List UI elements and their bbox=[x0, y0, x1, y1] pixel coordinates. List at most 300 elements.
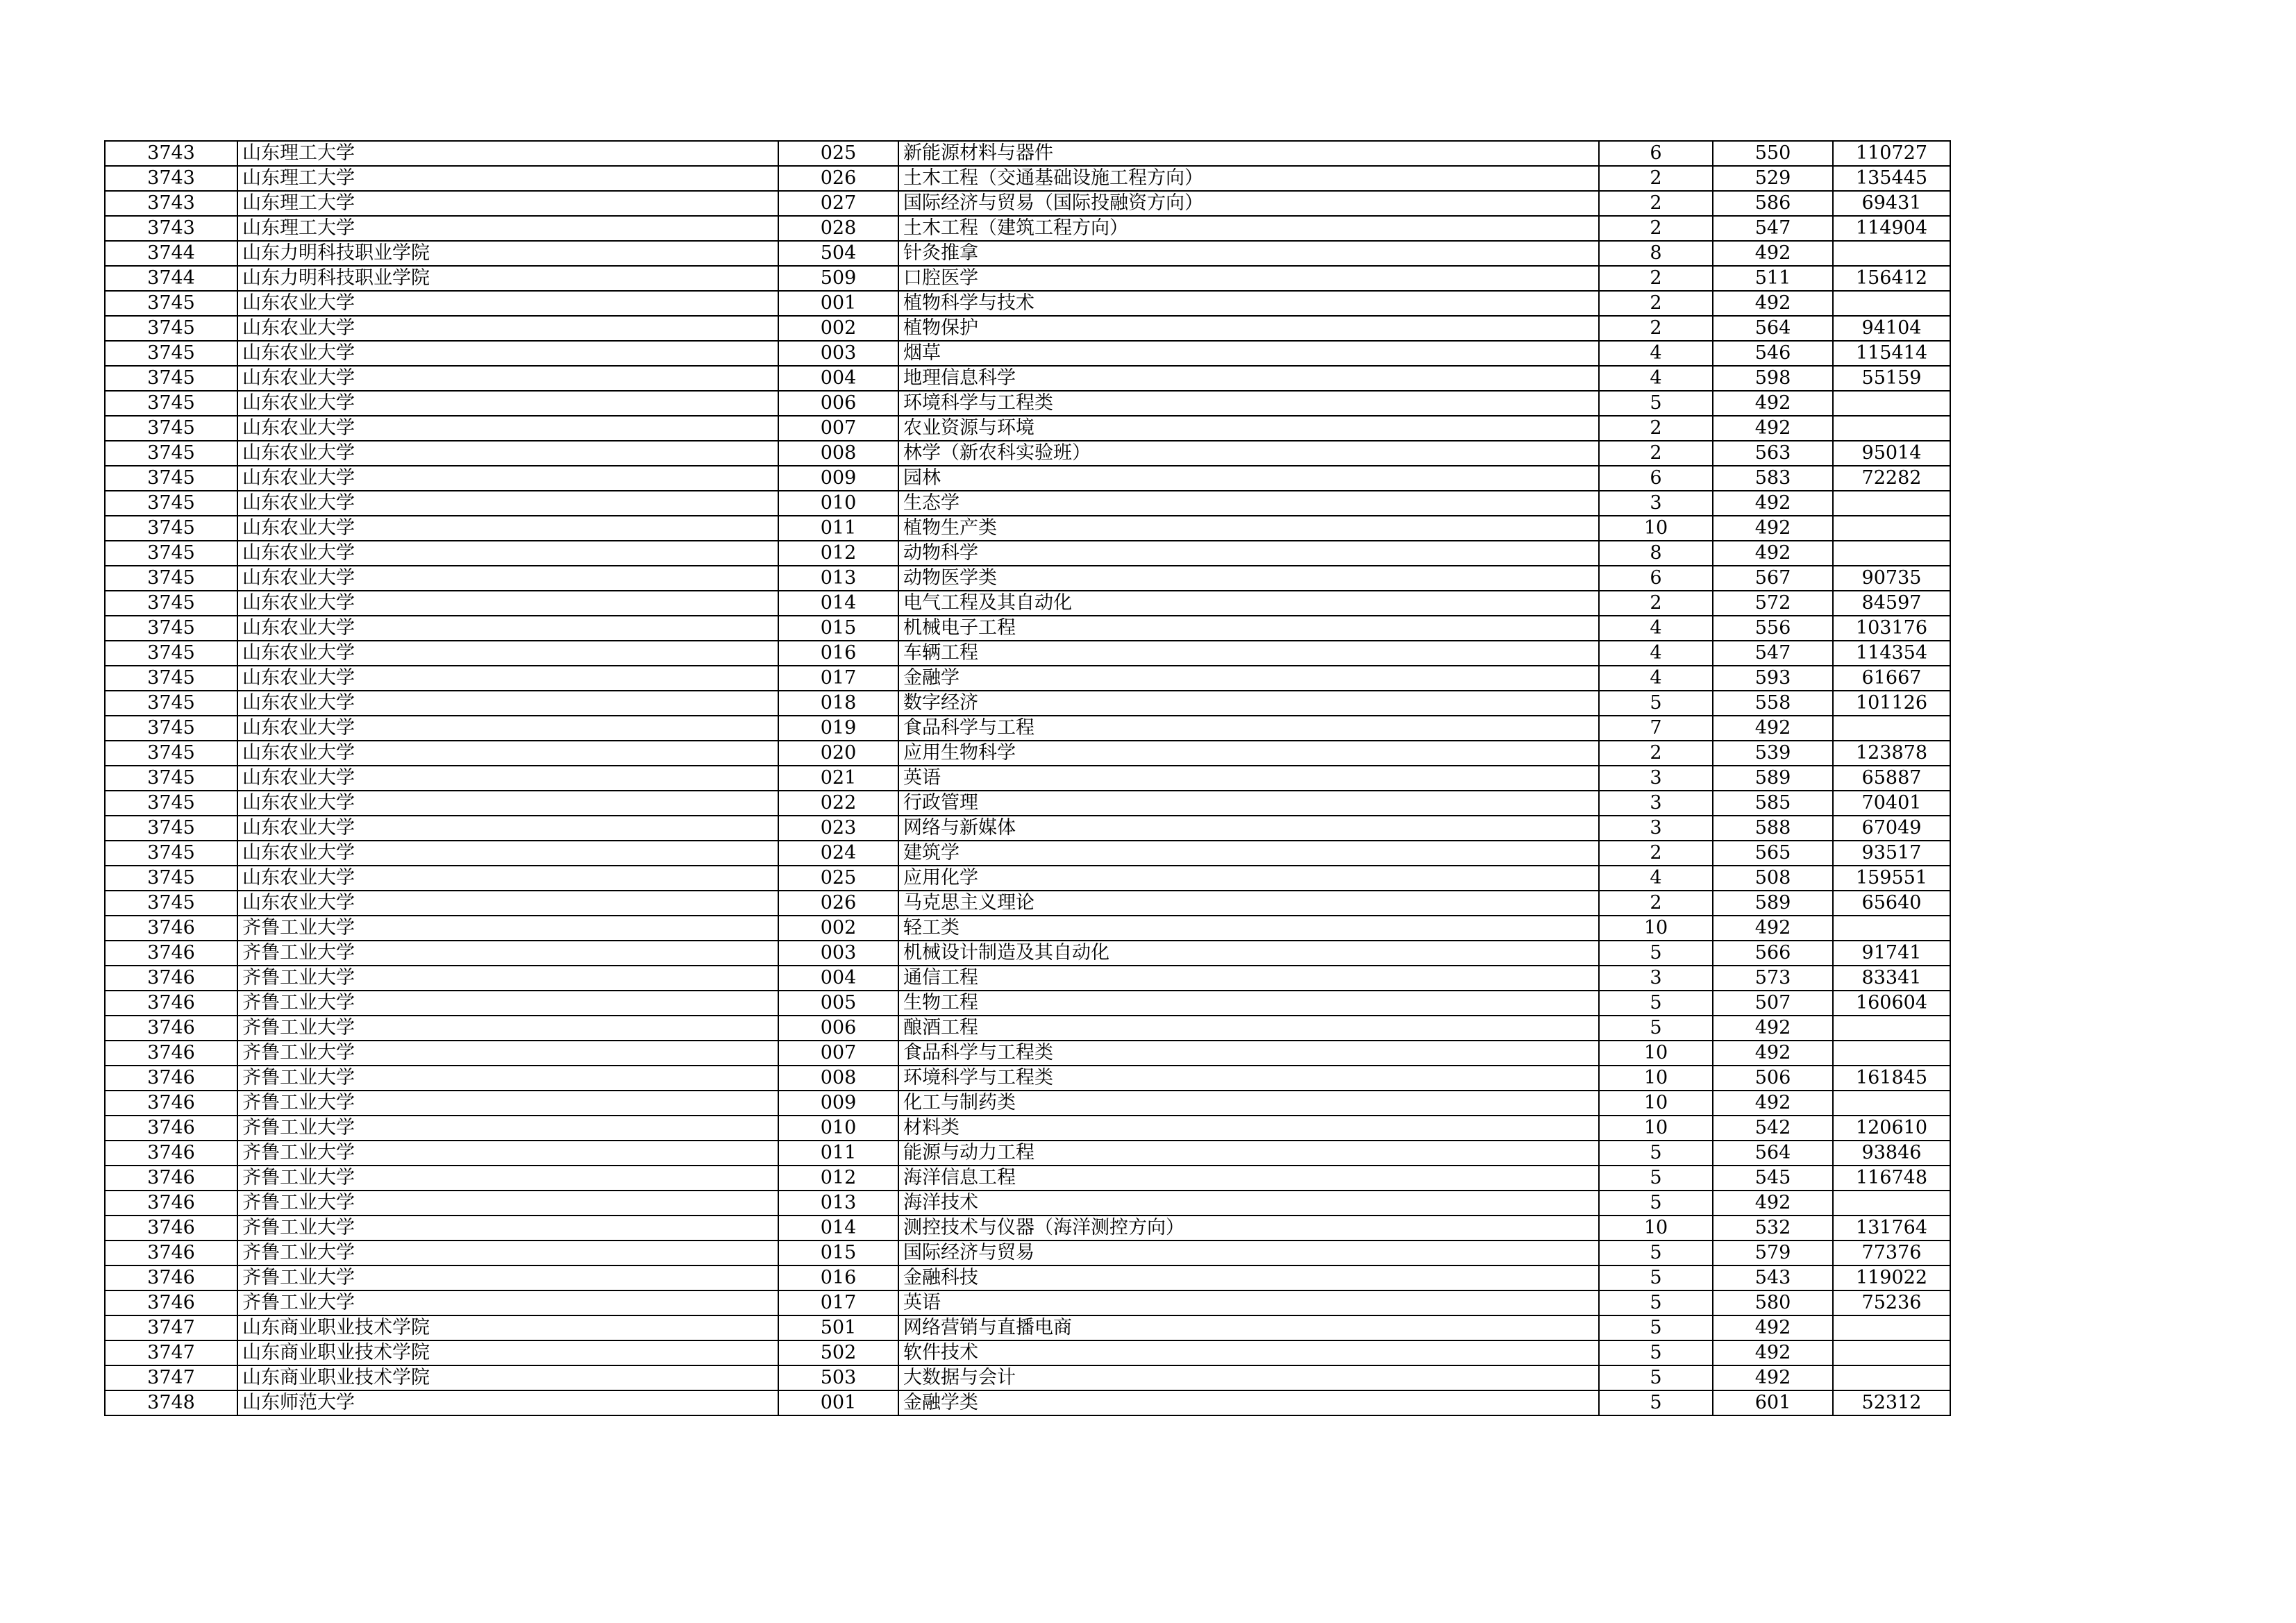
min-rank-cell: 103176 bbox=[1833, 616, 1950, 641]
major-name-cell: 土木工程（交通基础设施工程方向） bbox=[898, 166, 1599, 191]
plan-count-cell: 8 bbox=[1599, 241, 1713, 266]
school-code-cell: 3746 bbox=[105, 1216, 237, 1241]
plan-count-cell: 10 bbox=[1599, 1066, 1713, 1091]
school-name-cell: 山东农业大学 bbox=[237, 566, 778, 591]
major-name-cell: 生物工程 bbox=[898, 991, 1599, 1016]
major-code-cell: 002 bbox=[778, 916, 898, 941]
major-code-cell: 015 bbox=[778, 616, 898, 641]
min-score-cell: 564 bbox=[1713, 1141, 1833, 1166]
school-code-cell: 3744 bbox=[105, 266, 237, 291]
min-rank-cell: 114904 bbox=[1833, 216, 1950, 241]
school-code-cell: 3747 bbox=[105, 1340, 237, 1365]
min-rank-cell: 70401 bbox=[1833, 791, 1950, 816]
min-score-cell: 492 bbox=[1713, 1191, 1833, 1216]
plan-count-cell: 5 bbox=[1599, 1191, 1713, 1216]
min-rank-cell bbox=[1833, 291, 1950, 316]
school-code-cell: 3745 bbox=[105, 741, 237, 766]
major-name-cell: 金融学类 bbox=[898, 1390, 1599, 1415]
min-rank-cell: 90735 bbox=[1833, 566, 1950, 591]
major-name-cell: 海洋技术 bbox=[898, 1191, 1599, 1216]
major-code-cell: 006 bbox=[778, 391, 898, 416]
major-code-cell: 008 bbox=[778, 441, 898, 466]
major-name-cell: 金融学 bbox=[898, 666, 1599, 691]
min-rank-cell: 110727 bbox=[1833, 141, 1950, 166]
min-score-cell: 492 bbox=[1713, 1091, 1833, 1116]
school-code-cell: 3745 bbox=[105, 591, 237, 616]
major-code-cell: 004 bbox=[778, 366, 898, 391]
school-name-cell: 山东农业大学 bbox=[237, 866, 778, 891]
major-name-cell: 动物医学类 bbox=[898, 566, 1599, 591]
table-row bbox=[105, 1066, 1950, 1091]
plan-count-cell: 6 bbox=[1599, 566, 1713, 591]
major-name-cell: 通信工程 bbox=[898, 966, 1599, 991]
school-code-cell: 3745 bbox=[105, 816, 237, 841]
major-name-cell: 化工与制药类 bbox=[898, 1091, 1599, 1116]
table-row bbox=[105, 966, 1950, 991]
major-code-cell: 504 bbox=[778, 241, 898, 266]
table-row bbox=[105, 566, 1950, 591]
min-rank-cell bbox=[1833, 716, 1950, 741]
school-code-cell: 3746 bbox=[105, 1290, 237, 1315]
major-code-cell: 025 bbox=[778, 141, 898, 166]
major-code-cell: 026 bbox=[778, 891, 898, 916]
major-code-cell: 022 bbox=[778, 791, 898, 816]
major-code-cell: 016 bbox=[778, 641, 898, 666]
min-rank-cell bbox=[1833, 1016, 1950, 1041]
school-name-cell: 山东农业大学 bbox=[237, 516, 778, 541]
major-name-cell: 电气工程及其自动化 bbox=[898, 591, 1599, 616]
plan-count-cell: 2 bbox=[1599, 291, 1713, 316]
school-code-cell: 3748 bbox=[105, 1390, 237, 1415]
min-score-cell: 556 bbox=[1713, 616, 1833, 641]
table-row bbox=[105, 741, 1950, 766]
school-code-cell: 3746 bbox=[105, 1016, 237, 1041]
table-row bbox=[105, 366, 1950, 391]
min-rank-cell bbox=[1833, 1340, 1950, 1365]
min-score-cell: 532 bbox=[1713, 1216, 1833, 1241]
min-rank-cell bbox=[1833, 516, 1950, 541]
min-rank-cell bbox=[1833, 1365, 1950, 1390]
plan-count-cell: 10 bbox=[1599, 1041, 1713, 1066]
plan-count-cell: 2 bbox=[1599, 441, 1713, 466]
plan-count-cell: 4 bbox=[1599, 366, 1713, 391]
school-name-cell: 齐鲁工业大学 bbox=[237, 1141, 778, 1166]
major-name-cell: 英语 bbox=[898, 1290, 1599, 1315]
major-name-cell: 机械设计制造及其自动化 bbox=[898, 941, 1599, 966]
min-score-cell: 492 bbox=[1713, 291, 1833, 316]
min-rank-cell: 93846 bbox=[1833, 1141, 1950, 1166]
table-row bbox=[105, 691, 1950, 716]
major-code-cell: 007 bbox=[778, 1041, 898, 1066]
plan-count-cell: 6 bbox=[1599, 141, 1713, 166]
plan-count-cell: 2 bbox=[1599, 191, 1713, 216]
major-name-cell: 针灸推拿 bbox=[898, 241, 1599, 266]
school-name-cell: 山东农业大学 bbox=[237, 416, 778, 441]
plan-count-cell: 2 bbox=[1599, 741, 1713, 766]
table-row bbox=[105, 1016, 1950, 1041]
table-row bbox=[105, 1340, 1950, 1365]
major-code-cell: 017 bbox=[778, 1290, 898, 1315]
min-rank-cell: 123878 bbox=[1833, 741, 1950, 766]
plan-count-cell: 5 bbox=[1599, 1265, 1713, 1290]
school-name-cell: 山东力明科技职业学院 bbox=[237, 241, 778, 266]
table-row bbox=[105, 341, 1950, 366]
major-code-cell: 008 bbox=[778, 1066, 898, 1091]
school-code-cell: 3745 bbox=[105, 391, 237, 416]
min-rank-cell bbox=[1833, 491, 1950, 516]
plan-count-cell: 2 bbox=[1599, 891, 1713, 916]
school-name-cell: 山东农业大学 bbox=[237, 441, 778, 466]
major-code-cell: 007 bbox=[778, 416, 898, 441]
major-code-cell: 501 bbox=[778, 1315, 898, 1340]
plan-count-cell: 5 bbox=[1599, 691, 1713, 716]
major-code-cell: 023 bbox=[778, 816, 898, 841]
school-code-cell: 3745 bbox=[105, 716, 237, 741]
plan-count-cell: 3 bbox=[1599, 966, 1713, 991]
min-score-cell: 492 bbox=[1713, 1340, 1833, 1365]
min-score-cell: 583 bbox=[1713, 466, 1833, 491]
table-row bbox=[105, 166, 1950, 191]
major-code-cell: 001 bbox=[778, 1390, 898, 1415]
min-score-cell: 492 bbox=[1713, 1365, 1833, 1390]
major-code-cell: 016 bbox=[778, 1265, 898, 1290]
school-code-cell: 3745 bbox=[105, 791, 237, 816]
major-code-cell: 002 bbox=[778, 316, 898, 341]
major-name-cell: 植物保护 bbox=[898, 316, 1599, 341]
school-name-cell: 山东农业大学 bbox=[237, 641, 778, 666]
min-rank-cell bbox=[1833, 1091, 1950, 1116]
plan-count-cell: 5 bbox=[1599, 1016, 1713, 1041]
table-row bbox=[105, 1041, 1950, 1066]
table-row bbox=[105, 941, 1950, 966]
plan-count-cell: 2 bbox=[1599, 166, 1713, 191]
school-code-cell: 3746 bbox=[105, 1265, 237, 1290]
school-code-cell: 3745 bbox=[105, 341, 237, 366]
school-name-cell: 山东力明科技职业学院 bbox=[237, 266, 778, 291]
school-code-cell: 3745 bbox=[105, 366, 237, 391]
min-score-cell: 492 bbox=[1713, 1016, 1833, 1041]
major-name-cell: 动物科学 bbox=[898, 541, 1599, 566]
plan-count-cell: 6 bbox=[1599, 466, 1713, 491]
school-name-cell: 山东商业职业技术学院 bbox=[237, 1365, 778, 1390]
min-score-cell: 550 bbox=[1713, 141, 1833, 166]
school-name-cell: 山东农业大学 bbox=[237, 816, 778, 841]
table-row bbox=[105, 1365, 1950, 1390]
min-score-cell: 492 bbox=[1713, 241, 1833, 266]
major-name-cell: 车辆工程 bbox=[898, 641, 1599, 666]
school-code-cell: 3745 bbox=[105, 291, 237, 316]
school-code-cell: 3745 bbox=[105, 841, 237, 866]
table-row bbox=[105, 916, 1950, 941]
school-name-cell: 山东农业大学 bbox=[237, 391, 778, 416]
school-name-cell: 山东农业大学 bbox=[237, 766, 778, 791]
major-code-cell: 011 bbox=[778, 1141, 898, 1166]
table-row bbox=[105, 491, 1950, 516]
plan-count-cell: 2 bbox=[1599, 416, 1713, 441]
plan-count-cell: 5 bbox=[1599, 1315, 1713, 1340]
major-name-cell: 网络营销与直播电商 bbox=[898, 1315, 1599, 1340]
major-name-cell: 金融科技 bbox=[898, 1265, 1599, 1290]
plan-count-cell: 10 bbox=[1599, 1216, 1713, 1241]
school-code-cell: 3743 bbox=[105, 141, 237, 166]
min-score-cell: 546 bbox=[1713, 341, 1833, 366]
major-code-cell: 019 bbox=[778, 716, 898, 741]
school-code-cell: 3745 bbox=[105, 441, 237, 466]
min-score-cell: 547 bbox=[1713, 641, 1833, 666]
min-score-cell: 567 bbox=[1713, 566, 1833, 591]
school-code-cell: 3745 bbox=[105, 316, 237, 341]
major-code-cell: 003 bbox=[778, 941, 898, 966]
plan-count-cell: 3 bbox=[1599, 791, 1713, 816]
school-code-cell: 3745 bbox=[105, 616, 237, 641]
school-name-cell: 山东农业大学 bbox=[237, 291, 778, 316]
major-name-cell: 软件技术 bbox=[898, 1340, 1599, 1365]
major-code-cell: 012 bbox=[778, 541, 898, 566]
table-row bbox=[105, 641, 1950, 666]
plan-count-cell: 5 bbox=[1599, 991, 1713, 1016]
min-score-cell: 588 bbox=[1713, 816, 1833, 841]
min-score-cell: 529 bbox=[1713, 166, 1833, 191]
major-name-cell: 国际经济与贸易 bbox=[898, 1241, 1599, 1265]
major-code-cell: 509 bbox=[778, 266, 898, 291]
table-row bbox=[105, 1241, 1950, 1265]
major-code-cell: 001 bbox=[778, 291, 898, 316]
major-name-cell: 酿酒工程 bbox=[898, 1016, 1599, 1041]
school-name-cell: 山东理工大学 bbox=[237, 166, 778, 191]
min-rank-cell: 135445 bbox=[1833, 166, 1950, 191]
min-rank-cell bbox=[1833, 416, 1950, 441]
school-name-cell: 齐鲁工业大学 bbox=[237, 1116, 778, 1141]
table-row bbox=[105, 1216, 1950, 1241]
plan-count-cell: 10 bbox=[1599, 1116, 1713, 1141]
min-rank-cell bbox=[1833, 1315, 1950, 1340]
major-code-cell: 014 bbox=[778, 591, 898, 616]
min-rank-cell bbox=[1833, 241, 1950, 266]
major-name-cell: 植物科学与技术 bbox=[898, 291, 1599, 316]
min-rank-cell: 93517 bbox=[1833, 841, 1950, 866]
school-name-cell: 齐鲁工业大学 bbox=[237, 991, 778, 1016]
min-score-cell: 601 bbox=[1713, 1390, 1833, 1415]
school-code-cell: 3745 bbox=[105, 891, 237, 916]
school-name-cell: 齐鲁工业大学 bbox=[237, 916, 778, 941]
min-score-cell: 492 bbox=[1713, 716, 1833, 741]
major-name-cell: 烟草 bbox=[898, 341, 1599, 366]
plan-count-cell: 4 bbox=[1599, 616, 1713, 641]
major-code-cell: 006 bbox=[778, 1016, 898, 1041]
min-rank-cell: 55159 bbox=[1833, 366, 1950, 391]
table-row bbox=[105, 616, 1950, 641]
major-name-cell: 应用化学 bbox=[898, 866, 1599, 891]
school-name-cell: 山东农业大学 bbox=[237, 691, 778, 716]
school-code-cell: 3744 bbox=[105, 241, 237, 266]
table-row bbox=[105, 866, 1950, 891]
major-name-cell: 测控技术与仪器（海洋测控方向） bbox=[898, 1216, 1599, 1241]
plan-count-cell: 4 bbox=[1599, 341, 1713, 366]
school-code-cell: 3743 bbox=[105, 191, 237, 216]
school-code-cell: 3746 bbox=[105, 1116, 237, 1141]
major-name-cell: 植物生产类 bbox=[898, 516, 1599, 541]
school-name-cell: 山东农业大学 bbox=[237, 666, 778, 691]
school-code-cell: 3746 bbox=[105, 1141, 237, 1166]
min-rank-cell: 67049 bbox=[1833, 816, 1950, 841]
school-code-cell: 3745 bbox=[105, 866, 237, 891]
school-code-cell: 3747 bbox=[105, 1365, 237, 1390]
min-score-cell: 547 bbox=[1713, 216, 1833, 241]
plan-count-cell: 5 bbox=[1599, 1390, 1713, 1415]
major-code-cell: 024 bbox=[778, 841, 898, 866]
table-row bbox=[105, 1116, 1950, 1141]
min-score-cell: 572 bbox=[1713, 591, 1833, 616]
min-score-cell: 580 bbox=[1713, 1290, 1833, 1315]
table-row bbox=[105, 1141, 1950, 1166]
major-code-cell: 018 bbox=[778, 691, 898, 716]
table-row bbox=[105, 541, 1950, 566]
table-row bbox=[105, 1191, 1950, 1216]
min-score-cell: 492 bbox=[1713, 1315, 1833, 1340]
min-score-cell: 542 bbox=[1713, 1116, 1833, 1141]
major-name-cell: 生态学 bbox=[898, 491, 1599, 516]
major-code-cell: 004 bbox=[778, 966, 898, 991]
min-rank-cell: 160604 bbox=[1833, 991, 1950, 1016]
school-name-cell: 齐鲁工业大学 bbox=[237, 1216, 778, 1241]
major-code-cell: 012 bbox=[778, 1166, 898, 1191]
school-code-cell: 3746 bbox=[105, 916, 237, 941]
table-row bbox=[105, 516, 1950, 541]
major-code-cell: 502 bbox=[778, 1340, 898, 1365]
min-score-cell: 558 bbox=[1713, 691, 1833, 716]
school-name-cell: 山东农业大学 bbox=[237, 716, 778, 741]
school-name-cell: 齐鲁工业大学 bbox=[237, 1041, 778, 1066]
min-score-cell: 539 bbox=[1713, 741, 1833, 766]
table-row bbox=[105, 191, 1950, 216]
school-name-cell: 山东农业大学 bbox=[237, 366, 778, 391]
min-score-cell: 565 bbox=[1713, 841, 1833, 866]
major-name-cell: 材料类 bbox=[898, 1116, 1599, 1141]
major-name-cell: 农业资源与环境 bbox=[898, 416, 1599, 441]
plan-count-cell: 5 bbox=[1599, 1365, 1713, 1390]
min-rank-cell: 115414 bbox=[1833, 341, 1950, 366]
min-rank-cell: 94104 bbox=[1833, 316, 1950, 341]
major-code-cell: 017 bbox=[778, 666, 898, 691]
plan-count-cell: 5 bbox=[1599, 1340, 1713, 1365]
major-name-cell: 数字经济 bbox=[898, 691, 1599, 716]
min-score-cell: 573 bbox=[1713, 966, 1833, 991]
major-name-cell: 轻工类 bbox=[898, 916, 1599, 941]
major-code-cell: 026 bbox=[778, 166, 898, 191]
major-code-cell: 009 bbox=[778, 466, 898, 491]
major-code-cell: 010 bbox=[778, 1116, 898, 1141]
min-score-cell: 589 bbox=[1713, 891, 1833, 916]
school-name-cell: 山东商业职业技术学院 bbox=[237, 1315, 778, 1340]
min-rank-cell: 159551 bbox=[1833, 866, 1950, 891]
plan-count-cell: 5 bbox=[1599, 391, 1713, 416]
min-score-cell: 506 bbox=[1713, 1066, 1833, 1091]
min-score-cell: 564 bbox=[1713, 316, 1833, 341]
min-rank-cell: 161845 bbox=[1833, 1066, 1950, 1091]
table-row bbox=[105, 441, 1950, 466]
plan-count-cell: 3 bbox=[1599, 766, 1713, 791]
table-row bbox=[105, 316, 1950, 341]
min-rank-cell: 52312 bbox=[1833, 1390, 1950, 1415]
min-rank-cell: 95014 bbox=[1833, 441, 1950, 466]
school-name-cell: 齐鲁工业大学 bbox=[237, 1241, 778, 1265]
min-rank-cell: 72282 bbox=[1833, 466, 1950, 491]
min-rank-cell: 114354 bbox=[1833, 641, 1950, 666]
plan-count-cell: 5 bbox=[1599, 1166, 1713, 1191]
major-code-cell: 009 bbox=[778, 1091, 898, 1116]
min-rank-cell bbox=[1833, 1191, 1950, 1216]
table-row bbox=[105, 466, 1950, 491]
major-code-cell: 003 bbox=[778, 341, 898, 366]
min-rank-cell bbox=[1833, 916, 1950, 941]
major-name-cell: 食品科学与工程 bbox=[898, 716, 1599, 741]
min-score-cell: 589 bbox=[1713, 766, 1833, 791]
school-name-cell: 齐鲁工业大学 bbox=[237, 966, 778, 991]
table-row bbox=[105, 841, 1950, 866]
plan-count-cell: 4 bbox=[1599, 666, 1713, 691]
major-name-cell: 环境科学与工程类 bbox=[898, 1066, 1599, 1091]
school-name-cell: 齐鲁工业大学 bbox=[237, 1265, 778, 1290]
min-score-cell: 579 bbox=[1713, 1241, 1833, 1265]
table-row bbox=[105, 666, 1950, 691]
school-name-cell: 山东理工大学 bbox=[237, 216, 778, 241]
plan-count-cell: 2 bbox=[1599, 316, 1713, 341]
major-name-cell: 应用生物科学 bbox=[898, 741, 1599, 766]
major-code-cell: 027 bbox=[778, 191, 898, 216]
min-rank-cell: 65640 bbox=[1833, 891, 1950, 916]
plan-count-cell: 7 bbox=[1599, 716, 1713, 741]
school-name-cell: 山东理工大学 bbox=[237, 141, 778, 166]
school-code-cell: 3746 bbox=[105, 1066, 237, 1091]
major-name-cell: 林学（新农科实验班） bbox=[898, 441, 1599, 466]
min-rank-cell: 156412 bbox=[1833, 266, 1950, 291]
min-rank-cell: 77376 bbox=[1833, 1241, 1950, 1265]
school-name-cell: 山东农业大学 bbox=[237, 791, 778, 816]
school-code-cell: 3746 bbox=[105, 1241, 237, 1265]
school-code-cell: 3746 bbox=[105, 966, 237, 991]
major-code-cell: 013 bbox=[778, 1191, 898, 1216]
major-code-cell: 014 bbox=[778, 1216, 898, 1241]
school-name-cell: 山东农业大学 bbox=[237, 741, 778, 766]
plan-count-cell: 5 bbox=[1599, 1141, 1713, 1166]
major-name-cell: 地理信息科学 bbox=[898, 366, 1599, 391]
school-name-cell: 齐鲁工业大学 bbox=[237, 1191, 778, 1216]
major-code-cell: 028 bbox=[778, 216, 898, 241]
min-score-cell: 543 bbox=[1713, 1265, 1833, 1290]
major-code-cell: 025 bbox=[778, 866, 898, 891]
min-rank-cell: 84597 bbox=[1833, 591, 1950, 616]
min-rank-cell: 75236 bbox=[1833, 1290, 1950, 1315]
major-name-cell: 大数据与会计 bbox=[898, 1365, 1599, 1390]
min-rank-cell: 119022 bbox=[1833, 1265, 1950, 1290]
plan-count-cell: 4 bbox=[1599, 641, 1713, 666]
school-code-cell: 3746 bbox=[105, 1166, 237, 1191]
school-code-cell: 3746 bbox=[105, 1091, 237, 1116]
table-row bbox=[105, 816, 1950, 841]
school-name-cell: 山东商业职业技术学院 bbox=[237, 1340, 778, 1365]
school-code-cell: 3746 bbox=[105, 1191, 237, 1216]
plan-count-cell: 4 bbox=[1599, 866, 1713, 891]
school-code-cell: 3745 bbox=[105, 766, 237, 791]
school-name-cell: 山东农业大学 bbox=[237, 541, 778, 566]
major-name-cell: 行政管理 bbox=[898, 791, 1599, 816]
plan-count-cell: 8 bbox=[1599, 541, 1713, 566]
min-score-cell: 586 bbox=[1713, 191, 1833, 216]
school-name-cell: 山东农业大学 bbox=[237, 341, 778, 366]
min-score-cell: 585 bbox=[1713, 791, 1833, 816]
school-code-cell: 3745 bbox=[105, 641, 237, 666]
table-row bbox=[105, 791, 1950, 816]
